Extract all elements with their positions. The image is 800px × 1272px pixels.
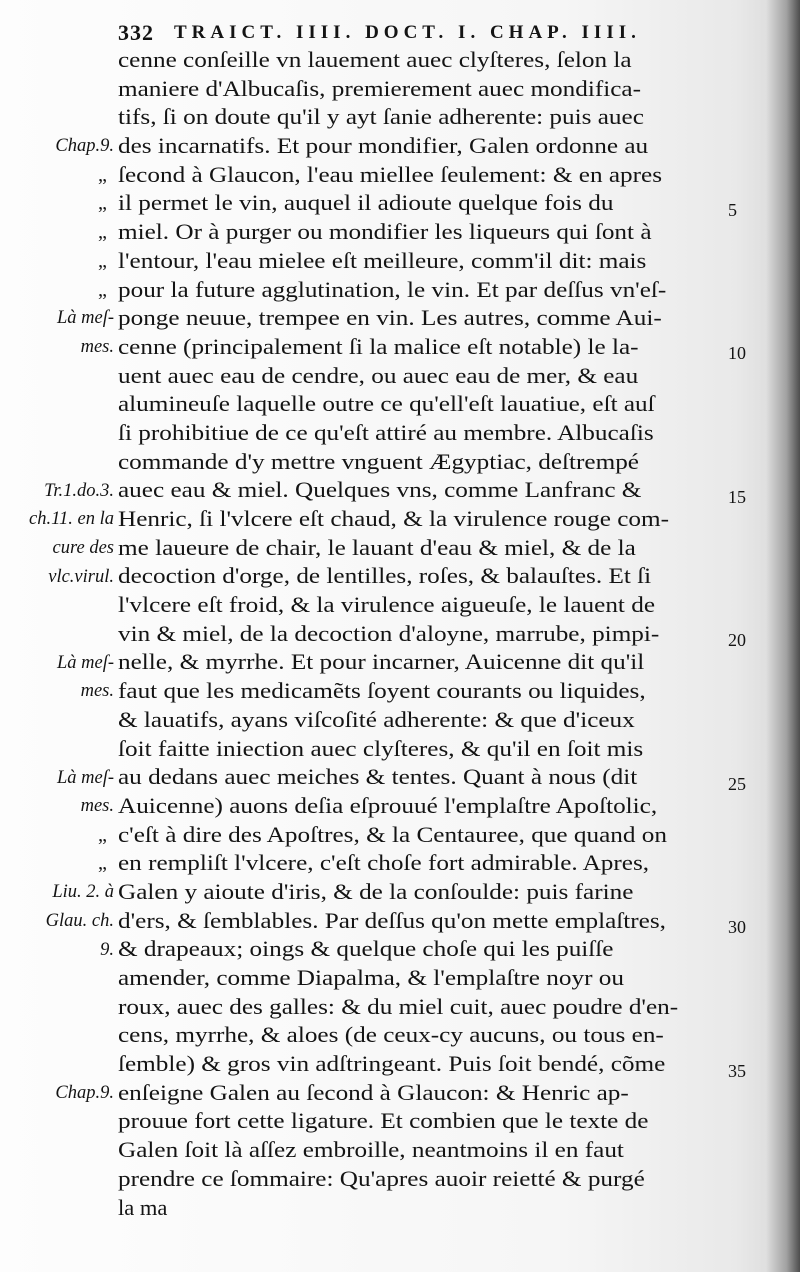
- line-text: prouue fort cette ligature. Et combien que le texte de: [118, 1108, 649, 1134]
- text-line: [118, 648, 740, 677]
- line-text: tifs, ſi on doute qu'il y ayt ſanie adherente: puis auec: [118, 104, 644, 130]
- quotation-mark: „: [98, 278, 107, 301]
- text-line: [118, 1050, 740, 1079]
- line-text: il permet le vin, auquel il adioute quelque fois du: [118, 190, 614, 216]
- line-number: 25: [728, 773, 746, 794]
- quotation-mark: „: [98, 823, 107, 846]
- margin-note: Là meſ-: [56, 308, 114, 329]
- text-line: [118, 1107, 740, 1136]
- line-text: la ma: [118, 1194, 168, 1220]
- text-line: [98, 849, 740, 878]
- margin-note: Tr.1.do.3.: [44, 480, 114, 501]
- line-text: prendre ce ſommaire: Qu'apres auoir reietté & purgé: [118, 1165, 645, 1191]
- line-number: 15: [728, 486, 746, 507]
- line-text: enſeigne Galen au ſecond à Glaucon: & Henric ap-: [118, 1079, 629, 1105]
- line-text: ſi prohibitiue de ce qu'eſt attiré au membre. Albucaſis: [118, 419, 654, 445]
- line-text: nelle, & myrrhe. Et pour incarner, Auicenne dit qu'il: [118, 649, 645, 675]
- quotation-mark: „: [98, 852, 107, 875]
- margin-note: Chap.9.: [55, 1083, 114, 1104]
- line-text: ponge neuue, trempee en vin. Les autres, comme Aui-: [118, 305, 662, 331]
- text-line: [118, 103, 740, 132]
- text-line: [118, 448, 740, 477]
- line-text: d'ers, & ſemblables. Par deſſus qu'on mette emplaſtres,: [118, 907, 666, 933]
- line-text: decoction d'orge, de lentilles, roſes, & balauſtes. Et ſi: [118, 563, 652, 589]
- margin-note: ch.11. en la: [29, 509, 114, 530]
- line-number: 10: [728, 343, 746, 363]
- text-line: [118, 75, 740, 104]
- line-text: au dedans auec meiches & tentes. Quant à nous (dit: [118, 764, 638, 790]
- line-text: cens, myrrhe, & aloes (de ceux-cy aucuns, ou tous en-: [118, 1022, 664, 1048]
- line-text: ſemble) & gros vin adſtringeant. Puis ſoit bendé, cõme: [118, 1051, 666, 1077]
- line-text: ſoit faitte iniection auec clyſteres, & qu'il en ſoit mis: [118, 735, 644, 761]
- text-line: [118, 677, 740, 706]
- text-line: [118, 419, 740, 448]
- margin-note: Liu. 2. à: [52, 882, 114, 903]
- text-line: [118, 1165, 740, 1194]
- line-text: me laueure de chair, le lauant d'eau & miel, & de la: [118, 534, 636, 560]
- line-text: auec eau & miel. Quelques vns, comme Lanfranc &: [118, 477, 642, 503]
- margin-note: Glau. ch.: [45, 911, 114, 931]
- line-text: l'vlcere eſt froid, & la virulence aigueuſe, le lauent de: [118, 592, 656, 618]
- margin-note: vlc.virul.: [48, 566, 114, 587]
- quotation-mark: „: [98, 221, 107, 244]
- line-text: uent auec eau de cendre, ou auec eau de mer, & eau: [118, 362, 639, 388]
- text-line: [118, 591, 740, 620]
- quotation-mark: „: [98, 163, 107, 186]
- line-text: faut que les medicamẽts ſoyent courants ou liquides,: [118, 678, 646, 704]
- line-text: c'eſt à dire des Apoſtres, & la Centauree, que quand on: [118, 821, 667, 847]
- quotation-mark: „: [98, 249, 107, 272]
- body-text: [98, 46, 740, 1222]
- line-text: en rempliſt l'vlcere, c'eſt choſe fort admirable. Apres,: [118, 850, 650, 876]
- text-line: [118, 878, 740, 907]
- line-text: l'entour, l'eau mielee eſt meilleure, comm'il dit: mais: [118, 247, 647, 273]
- margin-note: mes.: [80, 796, 114, 817]
- running-title: TRAICT. IIII. DOCT. I. CHAP. IIII.: [174, 22, 641, 43]
- text-line: [118, 1136, 740, 1165]
- margin-note: Chap.9.: [55, 136, 114, 157]
- margin-note: mes.: [80, 681, 114, 702]
- text-line: [118, 1079, 740, 1108]
- line-text: Auicenne) auons deſia eſprouué l'emplaſtre Apoſtolic,: [118, 792, 658, 818]
- text-line: [118, 792, 740, 821]
- text-line: [118, 993, 740, 1022]
- margin-note: 9.: [100, 939, 114, 960]
- text-line: [98, 189, 740, 218]
- text-line: [98, 161, 740, 190]
- line-text: & drapeaux; oings & quelque choſe qui les puiſſe: [118, 936, 614, 962]
- line-number: 30: [728, 917, 746, 937]
- text-line: [98, 218, 740, 247]
- text-line: [118, 935, 740, 964]
- text-line: [118, 1194, 740, 1223]
- line-text: cenne (principalement ſi la malice eſt notable) le la-: [118, 333, 639, 359]
- line-text: des incarnatifs. Et pour mondifier, Galen ordonne au: [118, 133, 649, 159]
- line-text: vin & miel, de la decoction d'aloyne, marrube, pimpi-: [118, 620, 660, 646]
- line-number: 35: [728, 1060, 746, 1081]
- margin-note: Là meſ-: [56, 652, 114, 673]
- line-text: alumineuſe laquelle outre ce qu'ell'eſt lauatiue, eſt auſ: [118, 391, 655, 417]
- text-line: [118, 362, 740, 391]
- line-text: cenne conſeille vn lauement auec clyſteres, ſelon la: [118, 47, 632, 72]
- quotation-mark: „: [98, 192, 107, 215]
- line-text: miel. Or à purger ou mondifier les liqueurs qui ſont à: [118, 219, 652, 245]
- line-text: Galen ſoit là aſſez embroille, neantmoins il en faut: [118, 1137, 624, 1163]
- page-gutter-shadow: [766, 0, 800, 1272]
- text-line: [118, 964, 740, 993]
- text-line: [98, 276, 740, 305]
- text-line: [118, 562, 740, 591]
- line-text: maniere d'Albucaſis, premierement auec mondifica-: [118, 75, 642, 101]
- text-line: [118, 620, 740, 649]
- line-number: 5: [728, 199, 737, 220]
- page-number: 332: [118, 20, 154, 45]
- line-text: amender, comme Diapalma, & l'emplaſtre noyr ou: [118, 965, 624, 990]
- line-text: Henric, ſi l'vlcere eſt chaud, & la virulence rouge com-: [118, 506, 670, 531]
- text-line: [118, 304, 740, 333]
- line-text: & lauatifs, ayans viſcoſité adherente: & que d'iceux: [118, 706, 635, 732]
- text-line: [118, 505, 740, 534]
- text-line: [118, 763, 740, 792]
- line-text: roux, auec des galles: & du miel cuit, auec poudre d'en-: [118, 993, 679, 1019]
- text-line: [118, 476, 740, 505]
- text-line: [98, 247, 740, 276]
- margin-note: mes.: [80, 337, 114, 357]
- text-line: [98, 821, 740, 850]
- text-line: [118, 46, 740, 75]
- margin-note: Là meſ-: [56, 767, 114, 788]
- text-line: [118, 907, 740, 936]
- line-text: ſecond à Glaucon, l'eau miellee ſeulement: & en apres: [118, 161, 663, 187]
- line-number: 20: [728, 630, 746, 650]
- line-text: commande d'y mettre vnguent Ægyptiac, deſtrempé: [118, 448, 639, 474]
- line-text: Galen y aioute d'iris, & de la conſoulde: puis farine: [118, 878, 634, 904]
- text-line: [118, 534, 740, 563]
- text-line: [118, 735, 740, 764]
- line-text: pour la future agglutination, le vin. Et par deſſus vn'eſ-: [118, 276, 667, 302]
- margin-note: cure des: [52, 537, 114, 558]
- text-line: [118, 333, 740, 362]
- text-line: [118, 1021, 740, 1050]
- text-line: [118, 390, 740, 419]
- text-line: [118, 132, 740, 161]
- text-line: [118, 706, 740, 735]
